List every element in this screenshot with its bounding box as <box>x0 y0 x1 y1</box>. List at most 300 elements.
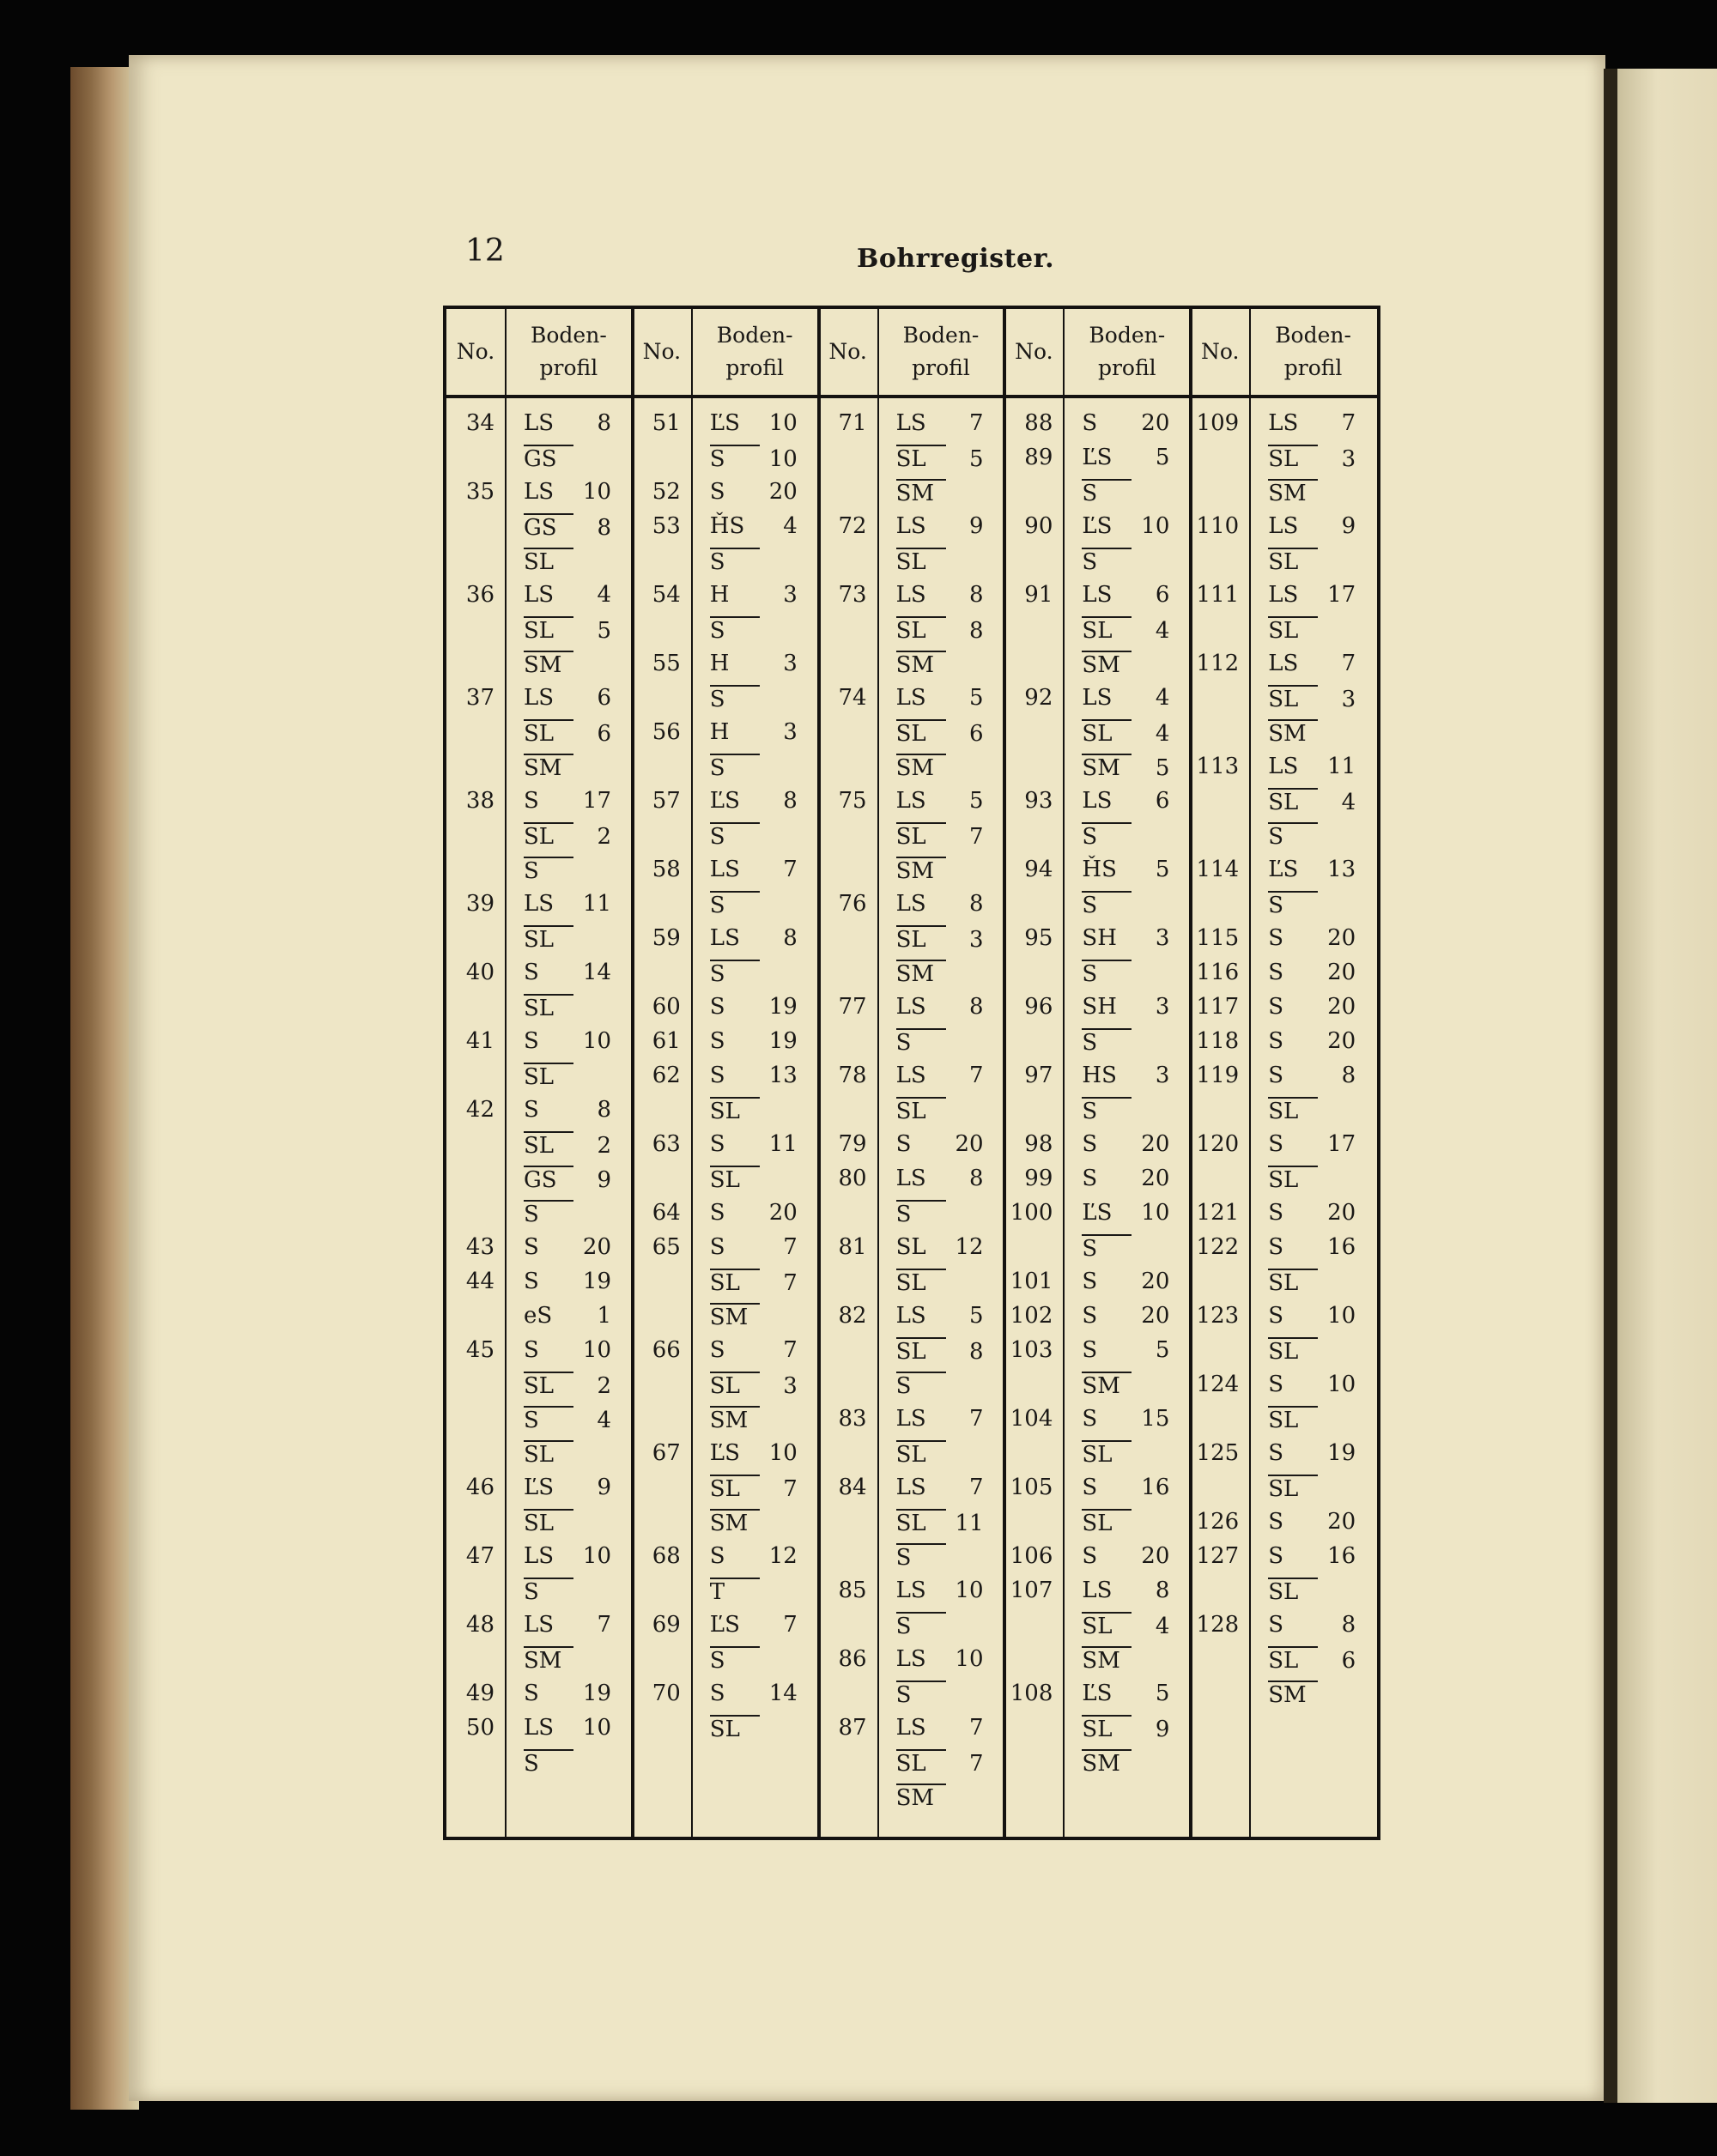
boring-number: 99 <box>1024 1166 1053 1191</box>
layer-depth: 7 <box>969 1406 984 1432</box>
boring-number: 105 <box>1010 1475 1053 1500</box>
soil-type: SM <box>524 1646 573 1674</box>
soil-layer <box>710 1406 760 1433</box>
soil-type: S <box>524 857 573 884</box>
soil-type: ĽS <box>709 788 740 814</box>
soil-type: S <box>1268 891 1318 918</box>
layer-depth: 2 <box>597 824 611 850</box>
soil-layer <box>1268 582 1356 608</box>
soil-type: LS <box>524 479 555 505</box>
layer-depth: 6 <box>597 721 611 747</box>
page-number: 12 <box>465 233 505 269</box>
soil-layer <box>1268 445 1356 472</box>
layer-depth: 13 <box>768 1063 798 1088</box>
soil-type: LS <box>1268 410 1299 436</box>
soil-layer <box>710 582 798 608</box>
soil-layer <box>710 1509 760 1536</box>
soil-type: ĽS <box>1082 445 1113 470</box>
soil-type: SL <box>1268 1337 1318 1365</box>
soil-type: S <box>524 1200 573 1227</box>
soil-layer <box>1268 1097 1318 1124</box>
layer-depth: 7 <box>783 1476 798 1502</box>
soil-layer <box>1268 1028 1356 1054</box>
boring-number: 75 <box>838 788 867 814</box>
soil-type: S <box>1268 960 1283 985</box>
no-profil-divider <box>877 309 879 1837</box>
soil-layer <box>1268 1131 1356 1157</box>
boring-number: 61 <box>652 1028 681 1054</box>
soil-type: SL <box>896 925 946 953</box>
soil-type: S <box>1082 1269 1098 1294</box>
soil-type: S <box>710 822 760 850</box>
soil-layer <box>710 616 760 644</box>
soil-layer <box>896 1337 984 1365</box>
header-no: No. <box>1015 339 1053 364</box>
boring-number: 110 <box>1196 513 1240 539</box>
boring-number: 97 <box>1024 1063 1053 1088</box>
layer-depth: 7 <box>969 1751 984 1777</box>
soil-layer <box>1082 1097 1132 1124</box>
layer-depth: 17 <box>1327 582 1356 608</box>
soil-type: LS <box>1082 685 1113 711</box>
soil-type: S <box>1082 1234 1132 1262</box>
layer-depth: 8 <box>969 1339 984 1365</box>
layer-depth: 3 <box>1155 925 1170 951</box>
boring-number: 50 <box>465 1715 494 1741</box>
layer-depth: 7 <box>783 857 798 882</box>
soil-layer <box>1268 548 1318 575</box>
soil-type: S <box>1082 1406 1098 1432</box>
soil-type: ĽS <box>709 1612 740 1638</box>
soil-type: LS <box>524 1715 555 1741</box>
soil-layer <box>1082 548 1132 575</box>
soil-layer <box>524 1509 573 1536</box>
soil-layer <box>524 1303 611 1329</box>
soil-layer <box>710 445 798 472</box>
soil-type: SL <box>896 445 946 472</box>
layer-depth: 9 <box>969 513 984 539</box>
soil-type: S <box>1082 1028 1132 1056</box>
soil-type: S <box>709 994 725 1020</box>
boring-number: 65 <box>652 1234 681 1260</box>
soil-layer <box>524 857 573 884</box>
soil-layer <box>524 1372 611 1399</box>
soil-type: S <box>524 1681 539 1706</box>
soil-layer <box>710 1715 760 1742</box>
soil-type: SL <box>710 1166 760 1193</box>
layer-depth: 8 <box>969 891 984 917</box>
soil-type: SL <box>1082 1509 1132 1536</box>
layer-depth: 11 <box>1327 754 1356 779</box>
layer-depth: 8 <box>783 925 798 951</box>
soil-layer <box>896 1269 946 1296</box>
soil-layer <box>896 925 984 953</box>
boring-number: 45 <box>465 1337 494 1363</box>
soil-layer <box>524 685 611 711</box>
boring-number: 107 <box>1010 1578 1053 1603</box>
soil-layer <box>896 1475 984 1500</box>
soil-type: S <box>1268 1440 1283 1466</box>
soil-type: S <box>710 1646 760 1674</box>
layer-depth: 20 <box>955 1131 984 1157</box>
layer-depth: 19 <box>582 1269 611 1294</box>
boring-number: 60 <box>652 994 681 1020</box>
soil-type: ĽS <box>709 410 740 436</box>
layer-depth: 9 <box>1341 513 1356 539</box>
soil-type: LS <box>895 1646 926 1672</box>
boring-number: 34 <box>465 410 494 436</box>
soil-layer <box>710 960 760 987</box>
boring-number: 85 <box>838 1578 867 1603</box>
layer-depth: 10 <box>1141 1200 1170 1226</box>
soil-layer <box>1268 1200 1356 1226</box>
soil-type: SL <box>710 1269 760 1296</box>
layer-depth: 3 <box>783 1373 798 1399</box>
soil-type: ĽS <box>1082 513 1113 539</box>
boring-number: 69 <box>652 1612 681 1638</box>
layer-depth: 2 <box>597 1133 611 1159</box>
soil-layer <box>524 410 611 436</box>
soil-type: S <box>1082 1166 1098 1191</box>
soil-type: S <box>709 1131 725 1157</box>
soil-layer <box>1082 1063 1169 1088</box>
layer-depth: 10 <box>768 1440 798 1466</box>
boring-number: 35 <box>465 479 494 505</box>
soil-layer <box>896 1406 984 1432</box>
boring-number: 63 <box>652 1131 681 1157</box>
soil-layer <box>710 548 760 575</box>
soil-layer <box>524 1475 611 1500</box>
soil-layer <box>524 1612 611 1638</box>
soil-layer <box>1268 1406 1318 1433</box>
header-no: No. <box>1200 339 1240 364</box>
boring-number: 89 <box>1024 445 1053 470</box>
boring-number: 59 <box>652 925 681 951</box>
soil-type: S <box>710 685 760 712</box>
soil-layer <box>524 616 611 644</box>
soil-type: S <box>1268 925 1283 951</box>
layer-depth: 6 <box>1155 582 1170 608</box>
boring-number: 111 <box>1196 582 1240 608</box>
soil-type: S <box>524 1028 539 1054</box>
boring-number: 95 <box>1024 925 1053 951</box>
layer-depth: 7 <box>597 1612 611 1638</box>
boring-number: 98 <box>1024 1131 1053 1157</box>
soil-type: S <box>524 1578 573 1605</box>
page-title: Bohrregister. <box>857 244 1055 274</box>
layer-depth: 20 <box>1141 1543 1170 1569</box>
soil-type: SL <box>896 548 946 575</box>
soil-layer <box>1082 445 1169 470</box>
layer-depth: 8 <box>969 582 984 608</box>
soil-layer <box>896 616 984 644</box>
soil-layer <box>1082 960 1132 987</box>
soil-type: S <box>709 1337 725 1363</box>
layer-depth: 20 <box>768 479 798 505</box>
layer-depth: 8 <box>1341 1063 1356 1088</box>
boring-number: 121 <box>1196 1200 1240 1226</box>
soil-layer <box>710 1200 798 1226</box>
soil-type: SM <box>1268 479 1318 506</box>
layer-depth: 5 <box>969 446 984 472</box>
boring-number: 49 <box>465 1681 494 1706</box>
boring-number: 67 <box>652 1440 681 1466</box>
soil-layer <box>1268 651 1356 676</box>
layer-depth: 8 <box>597 410 611 436</box>
soil-type: LS <box>524 1612 555 1638</box>
soil-layer <box>1268 685 1356 712</box>
boring-number: 44 <box>465 1269 494 1294</box>
soil-type: S <box>1268 1028 1283 1054</box>
soil-layer <box>1082 1715 1169 1742</box>
soil-layer <box>524 651 573 678</box>
soil-layer <box>524 1715 611 1741</box>
layer-depth: 11 <box>768 1131 798 1157</box>
soil-layer <box>524 548 573 575</box>
soil-layer <box>524 925 573 953</box>
soil-layer <box>524 1646 573 1674</box>
layer-depth: 14 <box>768 1681 798 1706</box>
soil-layer <box>524 1681 611 1706</box>
layer-depth: 20 <box>582 1234 611 1260</box>
soil-type: LS <box>895 410 926 436</box>
soil-type: S <box>710 616 760 644</box>
soil-type: LS <box>709 925 740 951</box>
soil-layer <box>896 1646 984 1672</box>
soil-layer <box>1268 479 1318 506</box>
soil-type: S <box>1268 1234 1283 1260</box>
soil-layer <box>710 1097 760 1124</box>
soil-layer <box>710 822 760 850</box>
boring-number: 72 <box>838 513 867 539</box>
boring-number: 36 <box>465 582 494 608</box>
soil-type: T <box>710 1578 760 1605</box>
soil-type: ĽS <box>709 1440 740 1466</box>
soil-layer <box>1268 1372 1356 1397</box>
soil-type: S <box>896 1372 946 1399</box>
soil-layer <box>896 1681 946 1708</box>
soil-type: LS <box>1082 1578 1113 1603</box>
boring-number: 103 <box>1010 1337 1053 1363</box>
layer-depth: 7 <box>969 824 984 850</box>
soil-type: S <box>896 1543 946 1571</box>
soil-type: S <box>1268 1543 1283 1569</box>
no-profil-divider <box>691 309 693 1837</box>
soil-type: SL <box>896 1749 946 1777</box>
soil-type: SL <box>1268 1269 1318 1296</box>
soil-type: GS <box>524 513 573 541</box>
layer-depth: 20 <box>1327 1028 1356 1054</box>
boring-number: 108 <box>1010 1681 1053 1706</box>
soil-layer <box>710 857 798 882</box>
soil-layer <box>896 960 946 987</box>
soil-layer <box>896 994 984 1020</box>
soil-type: S <box>1082 891 1132 918</box>
boring-number: 117 <box>1196 994 1240 1020</box>
layer-depth: 10 <box>768 410 798 436</box>
header-line-2: profil <box>1097 355 1156 380</box>
soil-layer <box>1082 1269 1169 1294</box>
soil-type: H <box>709 719 730 745</box>
boring-number: 37 <box>465 685 494 711</box>
soil-type: SL <box>524 822 573 850</box>
layer-depth: 3 <box>1341 687 1356 712</box>
soil-layer <box>1082 1406 1169 1432</box>
soil-layer <box>1082 1612 1169 1639</box>
soil-type: SL <box>524 1372 573 1399</box>
boring-number: 81 <box>838 1234 867 1260</box>
soil-layer <box>710 1269 798 1296</box>
layer-depth: 6 <box>1341 1648 1356 1674</box>
soil-layer <box>1082 1337 1169 1363</box>
soil-layer <box>1082 994 1169 1020</box>
soil-type: S <box>1268 1131 1283 1157</box>
soil-layer <box>896 685 984 711</box>
header-no: No. <box>828 339 867 364</box>
boring-number: 76 <box>838 891 867 917</box>
boring-number: 125 <box>1196 1440 1240 1466</box>
boring-number: 118 <box>1196 1028 1240 1054</box>
soil-type: SM <box>710 1406 760 1433</box>
soil-type: SL <box>524 616 573 644</box>
soil-layer <box>896 1200 946 1227</box>
soil-layer <box>1268 1303 1356 1329</box>
header-bodenprofil <box>877 309 1005 395</box>
soil-layer <box>1082 925 1169 951</box>
soil-layer <box>1082 479 1132 506</box>
soil-layer <box>710 1612 798 1638</box>
soil-type: SL <box>1082 1612 1132 1639</box>
boring-number: 64 <box>652 1200 681 1226</box>
soil-type: S <box>524 1097 539 1123</box>
soil-layer <box>710 513 798 539</box>
layer-depth: 8 <box>783 788 798 814</box>
soil-type: SM <box>524 754 573 781</box>
layer-depth: 20 <box>1327 925 1356 951</box>
boring-number: 127 <box>1196 1543 1240 1569</box>
soil-layer <box>1082 857 1169 882</box>
soil-layer <box>896 479 946 506</box>
soil-type: LS <box>1082 788 1113 814</box>
soil-layer <box>1082 616 1169 644</box>
soil-layer <box>1082 891 1132 918</box>
layer-depth: 7 <box>969 1063 984 1088</box>
boring-number: 77 <box>838 994 867 1020</box>
header-line-2: profil <box>912 355 970 380</box>
soil-type: SL <box>896 1097 946 1124</box>
soil-layer <box>1268 754 1356 779</box>
soil-type: SM <box>896 960 946 987</box>
layer-depth: 12 <box>768 1543 798 1569</box>
boring-number: 73 <box>838 582 867 608</box>
soil-type: SM <box>1082 651 1132 678</box>
layer-depth: 5 <box>969 788 984 814</box>
layer-depth: 3 <box>783 651 798 676</box>
soil-type: SL <box>896 616 946 644</box>
soil-type: SL <box>1268 1097 1318 1124</box>
layer-depth: 20 <box>1141 1166 1170 1191</box>
header-line-2: profil <box>1283 355 1343 380</box>
soil-type: SL <box>710 1097 760 1124</box>
soil-type: SL <box>1268 445 1318 472</box>
soil-type: SL <box>524 1063 573 1090</box>
soil-layer <box>896 1131 984 1157</box>
boring-number: 43 <box>465 1234 494 1260</box>
layer-depth: 17 <box>582 788 611 814</box>
soil-layer <box>710 1166 760 1193</box>
soil-layer <box>1082 1646 1132 1674</box>
soil-type: S <box>1268 1509 1283 1535</box>
layer-depth: 5 <box>1155 755 1170 781</box>
soil-layer <box>1268 513 1356 539</box>
soil-type: S <box>710 891 760 918</box>
layer-depth: 8 <box>969 1166 984 1191</box>
soil-type: SL <box>710 1475 760 1502</box>
soil-type: S <box>524 1749 573 1777</box>
boring-number: 38 <box>465 788 494 814</box>
header-bodenprofil <box>505 309 633 395</box>
boring-number: 47 <box>465 1543 494 1569</box>
soil-type: LS <box>524 891 555 917</box>
soil-type: S <box>1082 479 1132 506</box>
boring-number: 100 <box>1010 1200 1053 1226</box>
soil-type: S <box>1082 1097 1132 1124</box>
header-line-1: Boden- <box>1089 323 1166 348</box>
soil-type: S <box>709 1681 725 1706</box>
soil-type: LS <box>895 685 926 711</box>
soil-type: SL <box>1268 616 1318 644</box>
soil-layer <box>710 1131 798 1157</box>
layer-depth: 14 <box>582 960 611 985</box>
soil-layer <box>1082 719 1169 747</box>
boring-number: 53 <box>652 513 681 539</box>
boring-number: 66 <box>652 1337 681 1363</box>
boring-number: 101 <box>1010 1269 1053 1294</box>
soil-layer <box>1082 822 1132 850</box>
layer-depth: 11 <box>582 891 611 917</box>
boring-number: 57 <box>652 788 681 814</box>
boring-number: 94 <box>1024 857 1053 882</box>
soil-type: S <box>1268 1612 1283 1638</box>
boring-number: 80 <box>838 1166 867 1191</box>
boring-number: 46 <box>465 1475 494 1500</box>
soil-layer <box>896 582 984 608</box>
header-no: No. <box>642 339 682 364</box>
soil-type: ĽS <box>1082 1200 1113 1226</box>
soil-layer <box>524 1543 611 1569</box>
soil-type: S <box>1268 1063 1283 1088</box>
layer-depth: 4 <box>1155 685 1170 711</box>
soil-type: SL <box>524 548 573 575</box>
soil-type: LS <box>895 513 926 539</box>
soil-type: SL <box>1082 1440 1132 1468</box>
soil-layer <box>524 1028 611 1054</box>
soil-layer <box>1082 754 1169 781</box>
soil-type: LS <box>895 1303 926 1329</box>
layer-depth: 3 <box>969 927 984 953</box>
boring-number: 70 <box>652 1681 681 1706</box>
soil-type: S <box>709 1234 725 1260</box>
soil-type: LS <box>895 1715 926 1741</box>
layer-depth: 2 <box>597 1373 611 1399</box>
layer-depth: 8 <box>597 1097 611 1123</box>
soil-layer <box>896 1028 946 1056</box>
soil-layer <box>524 754 573 781</box>
soil-layer <box>524 445 573 472</box>
layer-depth: 12 <box>955 1234 984 1260</box>
header-bodenprofil <box>691 309 819 395</box>
soil-type: SL <box>896 719 946 747</box>
